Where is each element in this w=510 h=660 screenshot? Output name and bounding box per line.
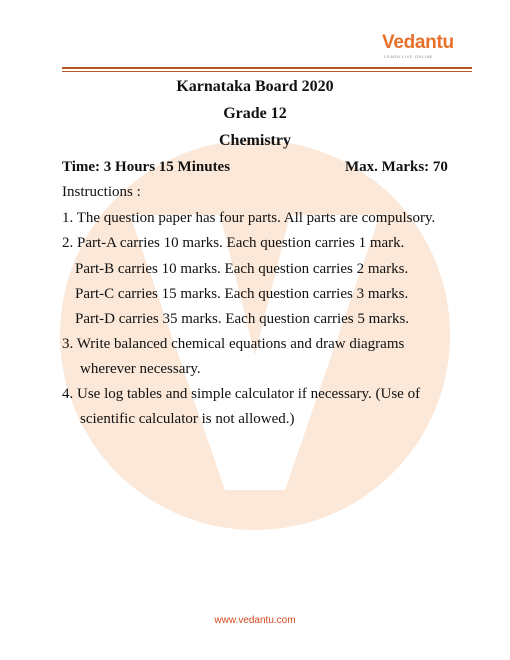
instruction-line: 1. The question paper has four parts. All parts are compulsory. [62,210,436,226]
header-rule-thick [62,67,472,69]
max-marks-label: Max. Marks: 70 [345,159,448,175]
footer-url[interactable]: www.vedantu.com [214,615,296,626]
instructions-heading: Instructions : [62,184,141,200]
board-title: Karnataka Board 2020 [176,78,334,95]
grade-title: Grade 12 [223,105,287,122]
instruction-line: Part-C carries 15 marks. Each question carries 3 marks. [75,286,409,302]
instruction-line: wherever necessary. [80,361,201,377]
instruction-line: Part-B carries 10 marks. Each question carries 2 marks. [75,261,409,277]
instruction-line: Part-D carries 35 marks. Each question carries 5 marks. [75,311,410,327]
vedantu-logo [382,32,474,62]
logo-tagline: LEARN LIVE ONLINE [384,54,434,59]
instruction-line: scientific calculator is not allowed.) [80,411,295,427]
subject-title: Chemistry [219,132,291,149]
header-rule-thin [62,71,472,72]
instruction-line: 2. Part-A carries 10 marks. Each question carries 1 mark. [62,235,405,251]
time-label: Time: 3 Hours 15 Minutes [62,159,231,175]
instruction-line: 4. Use log tables and simple calculator if necessary. (Use of [62,386,421,402]
instruction-line: 3. Write balanced chemical equations and draw diagrams [62,336,405,352]
logo-brand-text: Vedantu [382,32,454,53]
